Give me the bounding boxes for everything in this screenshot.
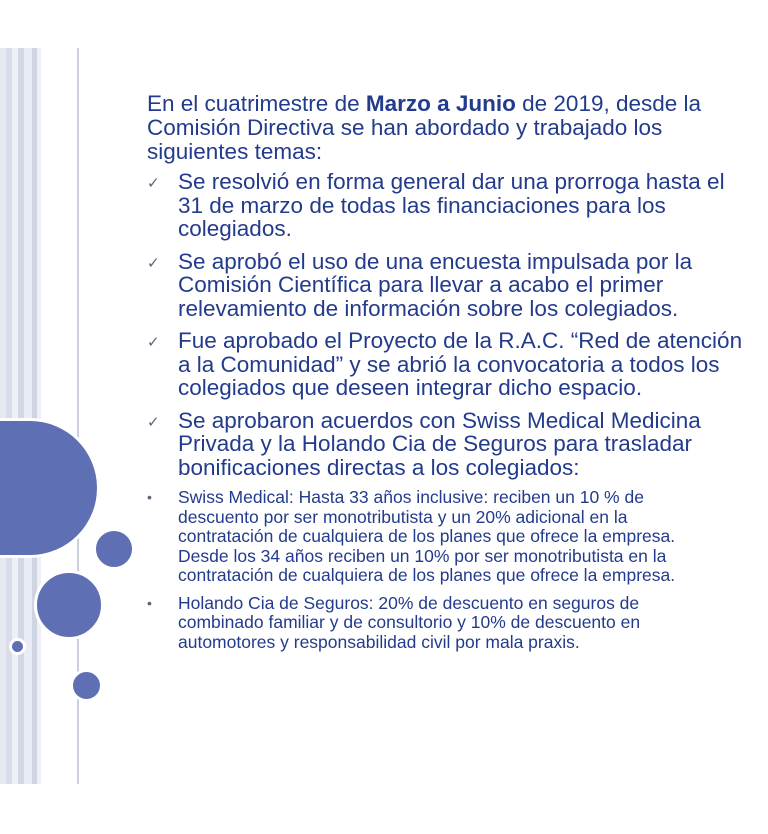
item-line: a la Comunidad” y se abrió la convocatoria a todos los [178,351,720,377]
check-list [147,170,768,479]
check-icon: ✓ [147,175,160,192]
item-line: combinado familiar y de consultorio y 10% de descuento en [178,612,641,632]
item-line: Privada y la Holando Cia de Seguros para trasladar [178,431,693,456]
check-icon: ✓ [147,413,160,431]
dot-list [147,488,768,652]
check-list-item [147,329,768,400]
item-line: Se resolvió en forma general dar una prorroga hasta el [178,169,725,194]
item-line: colegiados que deseen integrar dicho espacio. [178,375,643,400]
item-line: automotores y responsabilidad civil por mala praxis. [178,631,580,652]
item-line: contratación de cualquiera de los planes que ofrece la empresa. [178,526,676,546]
intro-text: En el cuatrimestre de [147,91,366,116]
item-line: Swiss Medical: Hasta 33 años inclusive: reciben un 10 % de [178,487,644,507]
item-line: relevamiento de información sobre los colegiados. [178,295,679,321]
decorative-circle-medium [34,570,104,640]
item-line: Comisión Científica para llevar a acabo el primer [178,272,664,297]
item-line: Desde los 34 años reciben un 10% por ser monotributista en la [178,545,667,566]
decorative-circle-small [93,528,135,570]
decorative-circle-dot [70,669,103,702]
check-list-item [147,409,768,480]
intro-text: de 2019, desde la [515,91,702,116]
intro-line: Comisión Directiva se han abordado y trabajado los [147,115,663,140]
check-list-item [147,170,768,241]
item-line: colegiados. [178,216,292,241]
intro-line [147,92,768,116]
item-line: Se aprobó el uso de una encuesta impulsada por la [178,248,693,274]
item-line: bonificaciones directas a los colegiados: [178,454,580,480]
decorative-stripe [24,48,32,784]
check-list-item [147,250,768,321]
check-icon: ✓ [147,254,160,272]
intro-paragraph [147,92,768,164]
decorative-stripe [37,48,41,784]
item-line: Holando Cia de Seguros: 20% de descuento en seguros de [178,592,640,613]
slide-content [147,92,768,660]
item-line: descuento por ser monotributista y un 20% adicional en la [178,506,628,527]
item-line: 31 de marzo de todas las financiaciones para los [178,192,666,218]
item-line: Se aprobaron acuerdos con Swiss Medical Medicina [178,407,701,433]
bullet-dot-icon: • [147,489,152,505]
check-icon: ✓ [147,334,160,351]
item-line: contratación de cualquiera de los planes que ofrece la empresa. [178,565,676,585]
decorative-circle-large [0,418,100,558]
dot-list-item [147,594,768,653]
dot-list-item [147,488,768,586]
intro-bold-period: Marzo a Junio [365,91,516,116]
bullet-dot-icon: • [147,594,152,611]
intro-line: siguientes temas: [147,139,323,164]
decorative-circle-tiny [9,638,26,655]
item-line: Fue aprobado el Proyecto de la R.A.C. “Red de atención [178,328,743,353]
